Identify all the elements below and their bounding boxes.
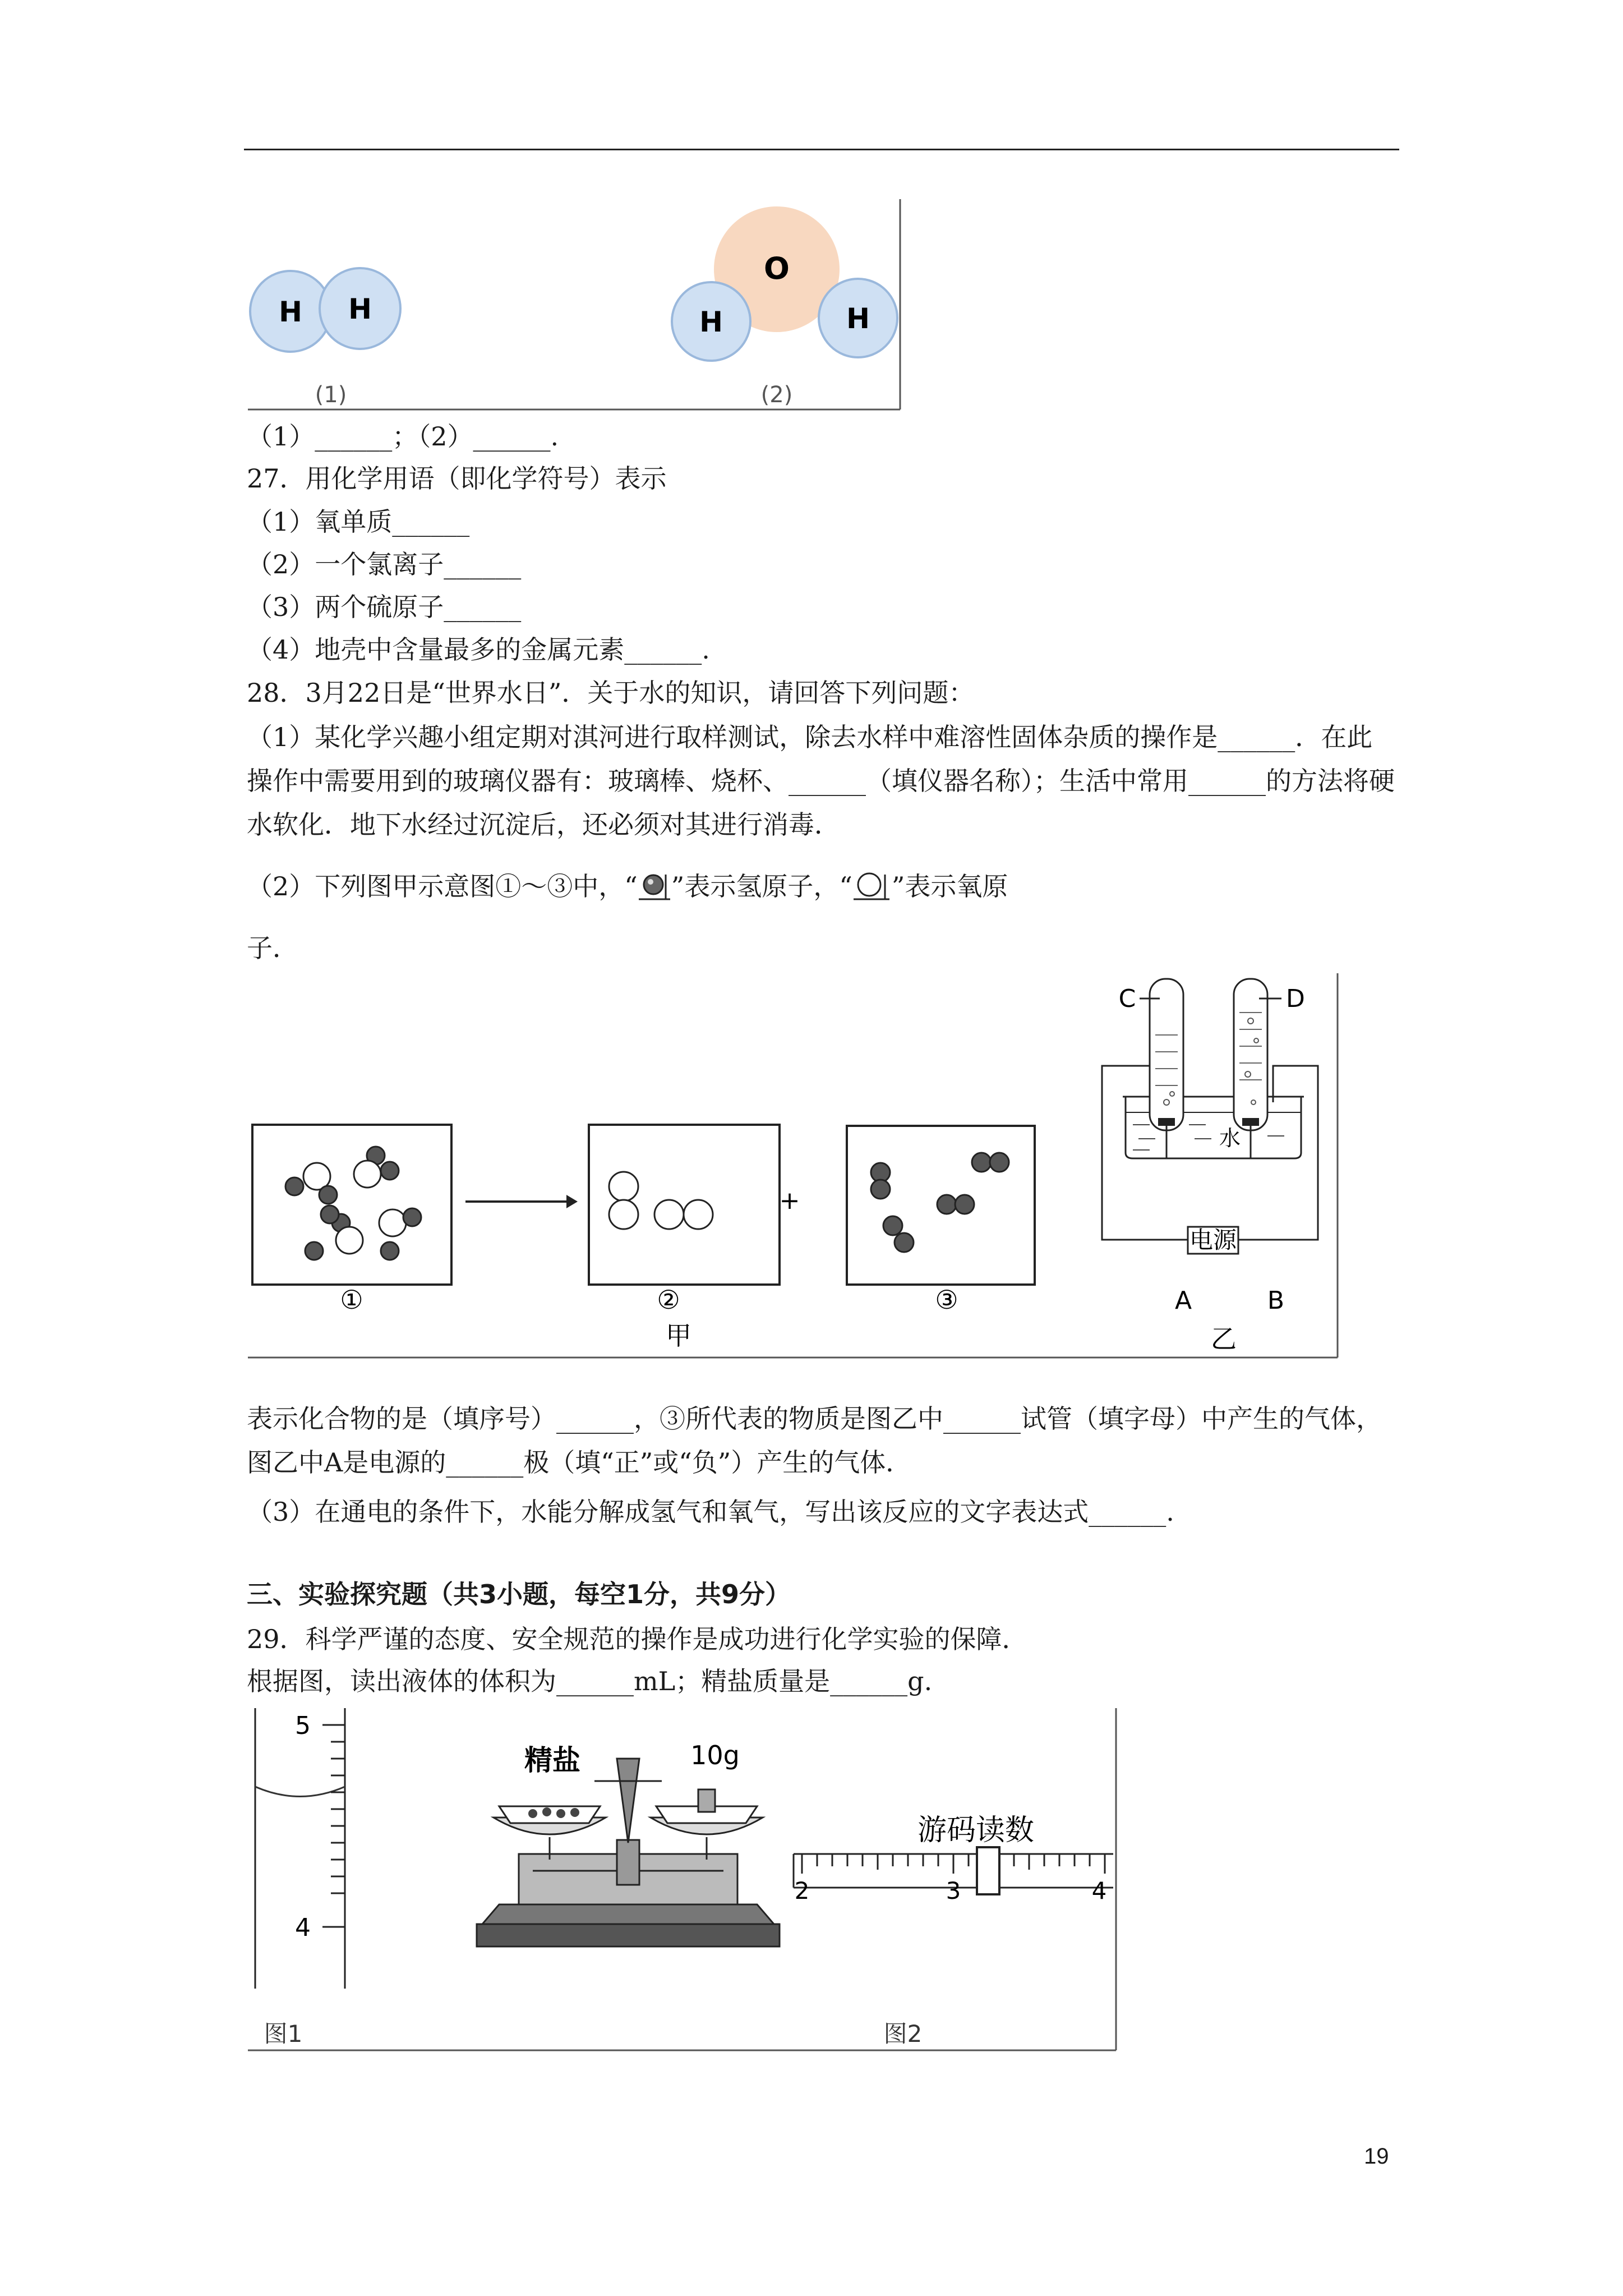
q28-part2-text-c: ”表示氧原 [891, 871, 1008, 901]
rider-label: 游码读数 [917, 1814, 1035, 1847]
section3-title: 三、实验探究题（共3小题，每空1分，共9分） [247, 1579, 791, 1609]
b-label: B [1267, 1286, 1285, 1315]
salt-label: 精盐 [524, 1744, 580, 1777]
q28-part1: （1）某化学兴趣小组定期对淇河进行取样测试，除去水样中难溶性固体杂质的操作是______．在此操作中需要用到的玻璃仪器有：玻璃棒、烧杯、______（填仪器名称）；生活中常用______的方法将硬水软化．地下水经过沉淀后，还必须对其进行消毒． [247, 722, 1395, 840]
measurement-figure [241, 1703, 1127, 2062]
cylinder-mark-5: 5 [295, 1711, 311, 1740]
o-label: O [764, 251, 790, 286]
q29-text: 根据图，读出液体的体积为______mL；精盐质量是______g. [247, 1666, 933, 1696]
label-2: ② [657, 1285, 680, 1315]
balance [477, 1740, 780, 1947]
q28-part2-follow: 表示化合物的是（填序号）______，③所代表的物质是图乙中______试管（填字母）中产生的气体，图乙中A是电源的______极（填“正”或“负”）产生的气体． [247, 1404, 1382, 1478]
cylinder-mark-4: 4 [295, 1913, 311, 1942]
label-1: ① [340, 1285, 363, 1315]
q27-item-1: （1）氧单质______ [247, 507, 470, 537]
power-label: 电源 [1189, 1226, 1237, 1254]
water-label: 水 [1219, 1126, 1241, 1151]
plus-sign: + [779, 1186, 800, 1215]
page-number: 19 [1364, 2144, 1389, 2169]
a-label: A [1174, 1286, 1192, 1315]
header-rule [244, 149, 1399, 150]
hydrogen-atom-legend-icon [638, 872, 671, 905]
yi-label: 乙 [1211, 1324, 1237, 1354]
d-label: D [1286, 984, 1305, 1013]
jia-label: 甲 [666, 1320, 691, 1351]
caption-1: (1) [315, 382, 347, 408]
fig2-caption: 图2 [883, 2020, 923, 2047]
h-label-2: H [348, 293, 372, 325]
rider-scale [794, 1814, 1113, 1904]
q27-item-2: （2）一个氯离子______ [247, 549, 522, 579]
q29-title: 29．科学严谨的态度、安全规范的操作是成功进行化学实验的保障． [247, 1624, 1028, 1654]
q27-item-4: （4）地壳中含量最多的金属元素______. [247, 634, 710, 665]
q27-title: 27．用化学用语（即化学符号）表示 [247, 463, 667, 494]
jia-yi-figure [241, 968, 1363, 1372]
label-3: ③ [935, 1285, 958, 1315]
h-label-1: H [279, 296, 302, 328]
c-label: C [1118, 984, 1136, 1013]
q28-part3: （3）在通电的条件下，水能分解成氢气和氧气，写出该反应的文字表达式______. [247, 1497, 1174, 1527]
h-label-4: H [846, 302, 870, 335]
oxygen-atom-legend-icon [852, 872, 892, 905]
q26-answer-line: （1）______；（2）______. [247, 421, 559, 452]
electrolysis-apparatus [1102, 979, 1318, 1354]
rider-mark-4: 4 [1091, 1877, 1107, 1904]
rider-mark-3: 3 [946, 1877, 961, 1904]
caption-2: (2) [760, 382, 793, 408]
q28-part2-text-b: ”表示氢原子，“ [671, 871, 852, 901]
q28-title: 28．3月22日是“世界水日”．关于水的知识，请回答下列问题： [247, 678, 975, 708]
q28-part2-line [247, 869, 1008, 905]
q28-part2-d: 子． [247, 933, 298, 963]
h-label-3: H [699, 306, 723, 338]
weight-label: 10g [690, 1740, 740, 1770]
molecule-figure [241, 194, 914, 412]
graduated-cylinder [255, 1708, 345, 1989]
q28-part2-text-a: （2）下列图甲示意图①～③中，“ [247, 871, 638, 901]
box-1 [252, 1125, 451, 1285]
rider-mark-2: 2 [794, 1877, 810, 1904]
q27-item-3: （3）两个硫原子______ [247, 592, 522, 622]
fig1-caption: 图1 [264, 2020, 303, 2047]
